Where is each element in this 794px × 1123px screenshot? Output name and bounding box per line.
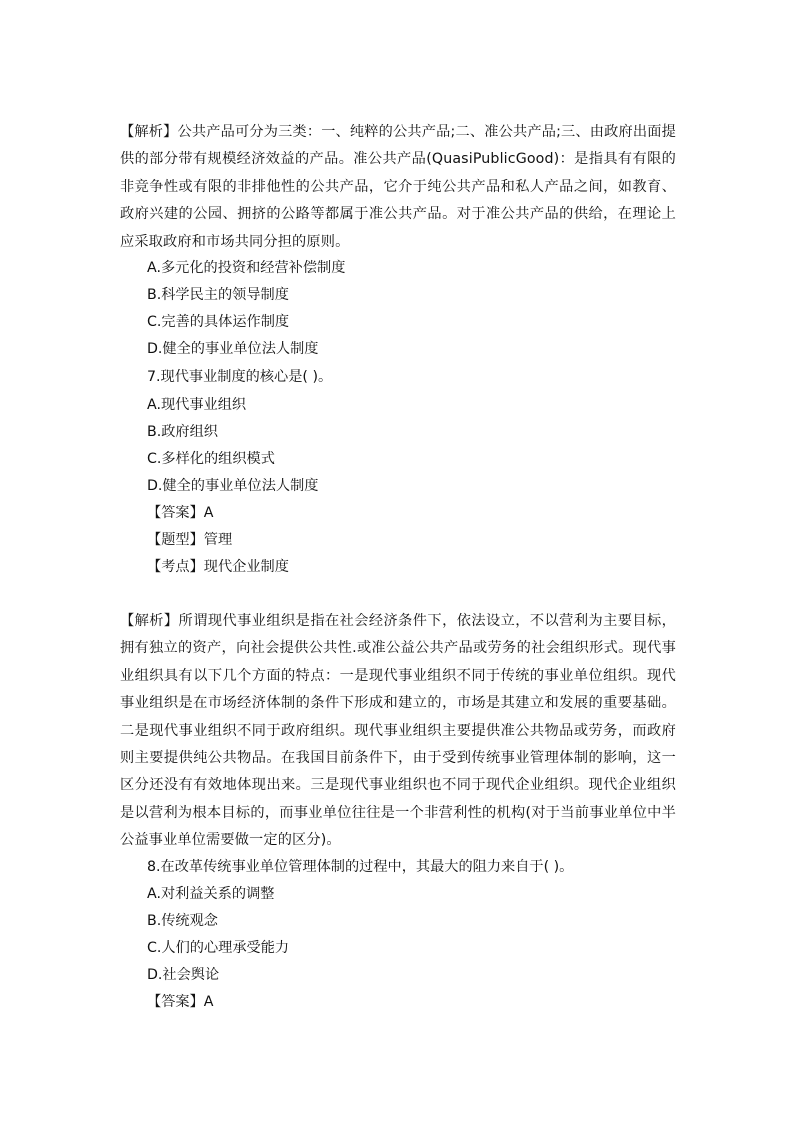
question-8-stem: 8.在改革传统事业单位管理体制的过程中，其最大的阻力来自于( )。 [147, 859, 574, 875]
option-d-q6: D.健全的事业单位法人制度 [147, 341, 319, 357]
option-a-q7: A.现代事业组织 [147, 397, 247, 413]
answer-q8: 【答案】A [147, 994, 214, 1010]
option-b-q6: B.科学民主的领导制度 [147, 287, 289, 303]
analysis-paragraph-2: 【解析】所谓现代事业组织是指在社会经济条件下，依法设立，不以营利为主要目标，拥有独立的资产，向社会提供公共性.或准公益公共产品或劳务的社会组织形式。现代事业组织具有以下几个方面的特点：一是现代事业组织不同于传统的事业单位组织。现代事业组织是在市场经济体制的条件下形成和建立的，市场是其建立和发展的重要基础。二是现代事业组织不同于政府组织。现代事业组织主要提供准公共物品或劳务，而政府则主要提供纯公共物品。在我国目前条件下，由于受到传统事业管理体制的影响，这一区分还没有有效地体现出来。三是现代事业组织也不同于现代企业组织。现代企业组织是以营利为根本目标的，而事业单位往往是一个非营利性的机构(对于当前事业单位中半公益事业单位需要做一定的区分)。 [120, 613, 676, 849]
option-b-q7: B.政府组织 [147, 424, 218, 440]
question-7-stem: 7.现代事业制度的核心是( )。 [147, 369, 333, 385]
analysis-paragraph-1: 【解析】公共产品可分为三类：一、纯粹的公共产品;二、准公共产品;三、由政府出面提供的部分带有规模经济效益的产品。准公共产品(QuasiPublicGood)：是指具有有限的非竞争性或有限的非排他性的公共产品，它介于纯公共产品和私人产品之间，如教育、政府兴建的公园、拥挤的公路等都属于准公共产品。对于准公共产品的供给，在理论上应采取政府和市场共同分担的原则。 [120, 124, 676, 250]
option-b-q8: B.传统观念 [147, 913, 218, 929]
question-type-q7: 【题型】管理 [147, 532, 233, 548]
exam-point-q7: 【考点】现代企业制度 [147, 559, 289, 575]
option-a-q6: A.多元化的投资和经营补偿制度 [147, 260, 346, 276]
option-c-q8: C.人们的心理承受能力 [147, 940, 290, 956]
answer-q7: 【答案】A [147, 505, 214, 521]
option-d-q7: D.健全的事业单位法人制度 [147, 478, 319, 494]
option-d-q8: D.社会舆论 [147, 967, 220, 983]
option-a-q8: A.对利益关系的调整 [147, 886, 275, 902]
option-c-q6: C.完善的具体运作制度 [147, 314, 290, 330]
option-c-q7: C.多样化的组织模式 [147, 451, 275, 467]
